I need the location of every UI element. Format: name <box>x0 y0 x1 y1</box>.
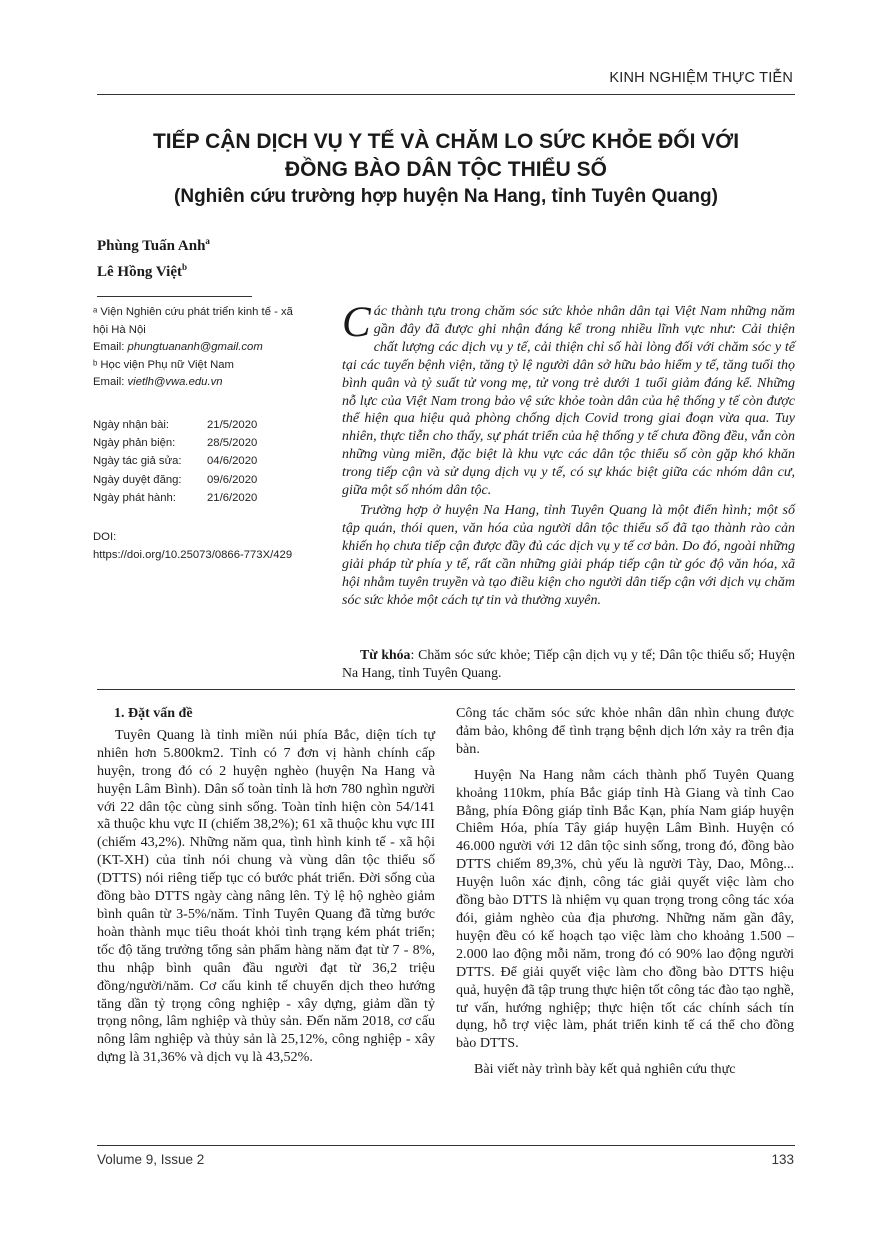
abstract <box>342 299 795 609</box>
date-label: Ngày phản biện: <box>93 437 176 450</box>
date-value: 28/5/2020 <box>207 437 258 450</box>
doi-label: DOI: <box>93 531 117 543</box>
affiliation-b-email-row <box>93 374 293 392</box>
affiliations <box>93 304 293 392</box>
keywords <box>342 646 795 682</box>
affiliation-divider <box>97 296 252 297</box>
body-paragraph: Huyện Na Hang nằm cách thành phố Tuyên Quang khoảng 110km, phía Bắc giáp tỉnh Hà Giang và tỉnh Cao Bằng, phía Đông giáp tỉnh Bắc Kạn, phía Nam giáp huyện Chiêm Hóa, phía Tây giáp huyện Lâm Bình. Huyện có 46.000 người với 12 dân tộc sinh sống, trong đó, đồng bào DTTS chiếm 89,3%, chủ yếu là người Tày, Dao, Mông... Huyện luôn xác định, công tác giải quyết việc làm cho đồng bào DTTS là nhiệm vụ quan trọng trong công tác xóa đói, giảm nghèo của địa phương. Những năm gần đây, huyện đều có kế hoạch tạo việc làm cho khoảng 1.500 – 2.000 lao động mỗi năm, trong đó có 90% lao động người DTTS. Để giải quyết việc làm cho đồng bào DTTS hiệu quả, huyện đã tập trung thực hiện tốt công tác đào tạo nghề, tư vấn, hướng nghiệp; thực hiện tốt các chính sách tín dụng, hỗ trợ việc làm, phát triển kinh tế cá thể cho đồng bào DTTS. <box>456 766 794 1052</box>
date-value: 04/6/2020 <box>207 455 258 468</box>
date-value: 09/6/2020 <box>207 473 258 486</box>
date-row <box>93 416 257 434</box>
article-title <box>97 128 795 184</box>
date-label: Ngày tác giả sửa: <box>93 455 182 468</box>
article-dates <box>93 416 257 507</box>
abstract-paragraph-1 <box>342 299 795 500</box>
date-row <box>93 471 257 489</box>
abstract-text: ác thành tựu trong chăm sóc sức khỏe nhân dân tại Việt Nam những năm gần đây đã được ghi nhận đáng kể trong nhiều lĩnh vực như: Cải thiện chất lượng các dịch vụ y tế, cải thiện chỉ số hài lòng đối với chăm sóc y tế tại các tuyến bệnh viện, tăng tỷ lệ người dân sở hữu bảo hiểm y tế, tăng tuổi thọ bình quân và tỷ suất tử vong mẹ, tử vong trẻ dưới 1 tuổi giảm đáng kể. Những nỗ lực của Việt Nam trong bảo vệ sức khỏe toàn dân của hệ thống y tế còn được thể hiện qua hiệu quả phòng chống dịch Covid trong giai đoạn vừa qua. Tuy nhiên, thực tiễn cho thấy, sự phát triển của hệ thống y tế chưa đồng đều, vẫn còn những vùng miền, đặc biệt là khu vực các dân tộc thiểu số còn gặp khó khăn trong tiếp cận và sử dụng dịch vụ y tế, có sự khác biệt giữa các nhóm dân cư, giữa một số nhóm dân tộc. <box>342 304 795 499</box>
email-label: Email: <box>93 341 128 353</box>
author-2 <box>97 262 187 281</box>
title-line-2: ĐỒNG BÀO DÂN TỘC THIỂU SỐ <box>284 158 607 181</box>
section-divider <box>97 689 795 690</box>
journal-volume: Volume 9, Issue 2 <box>97 1152 205 1167</box>
date-row <box>93 489 257 507</box>
body-paragraph: Công tác chăm sóc sức khỏe nhân dân nhìn chung được đảm bảo, không để tình trạng bệnh dịch lớn xảy ra trên địa bàn. <box>456 705 794 757</box>
date-label: Ngày nhận bài: <box>93 419 169 431</box>
affiliation-a-email-row <box>93 339 293 357</box>
affiliation-b-line1: ᵇ Học viện Phụ nữ Việt Nam <box>93 358 234 371</box>
article-subtitle: (Nghiên cứu trường hợp huyện Na Hang, tỉnh Tuyên Quang) <box>174 186 718 207</box>
body-column-left <box>97 705 435 1067</box>
affiliation-a-line2: hội Hà Nội <box>93 323 146 336</box>
header-divider <box>97 94 795 95</box>
body-paragraph: Bài viết này trình bày kết quả nghiên cứu thực <box>474 1061 736 1078</box>
author-name: Lê Hồng Việt <box>97 264 182 280</box>
keywords-label: Từ khóa <box>360 647 411 662</box>
email-label: Email: <box>93 376 128 388</box>
abstract-paragraph-2: Trường hợp ở huyện Na Hang, tỉnh Tuyên Quang là một điển hình; một số tập quán, thói quen, văn hóa của người dân tộc thiểu số đã tạo thành rào cản khiến họ chưa tiếp cận được đầy đủ các dịch vụ y tế cơ bản. Do đó, ngoài những giải pháp từ phía y tế, rất cần những giải pháp tiếp cận từ góc độ văn hóa, xã hội nhằm tuyên truyền và tạo điều kiện cho người dân tiếp cận với dịch vụ chăm sóc sức khỏe một cách tự tin và thường xuyên. <box>342 502 795 608</box>
date-row <box>93 434 257 452</box>
body-paragraph: Tuyên Quang là tỉnh miền núi phía Bắc, diện tích tự nhiên hơn 5.800km2. Tỉnh có 7 đơn vị hành chính cấp huyện, trong đó có 2 huyện nghèo (huyện Na Hang và huyện Lâm Bình). Dân số toàn tỉnh là hơn 780 nghìn người với 22 dân tộc cùng sinh sống. Toàn tỉnh hiện còn 54/141 xã thuộc khu vực II (chiếm 38,2%); 61 xã thuộc khu vực III (chiếm 43,2%). Những năm qua, tình hình kinh tế - xã hội (KT-XH) của tỉnh nói chung và vùng dân tộc thiểu số (DTTS) nói riêng tiếp tục có bước phát triển. Đời sống của đồng bào DTTS ngày càng nâng lên. Tỷ lệ hộ nghèo giảm bình quân từ 3-5%/năm. Tỉnh Tuyên Quang đã từng bước hoàn thành mục tiêu thoát khỏi tình trạng kém phát triển; tốc độ tăng trưởng tổng sản phẩm hàng năm đạt từ 7 - 8%, thu nhập bình quân đầu người đạt từ 36,2 triệu đồng/người/năm. Cơ cấu kinh tế chuyển dịch theo hướng tăng dần tỷ trọng công nghiệp - xây dựng, giảm dần tỷ trọng nông, lâm nghiệp và thủy sản. Đến năm 2018, cơ cấu nông lâm nghiệp và thủy sản là 25,12%, công nghiệp - xây dựng là 31,36% và dịch vụ là 43,52%. <box>97 726 435 1066</box>
keywords-text: : Chăm sóc sức khỏe; Tiếp cận dịch vụ y tế; Dân tộc thiểu số; Huyện Na Hang, tỉnh Tuyên Quang. <box>342 647 795 680</box>
body-column-right <box>456 705 794 1079</box>
affiliation-a-line1: ᵃ Viện Nghiên cứu phát triển kinh tế - xã <box>93 306 293 318</box>
section-label: KINH NGHIỆM THỰC TIỄN <box>609 70 793 86</box>
doi-block <box>93 528 292 564</box>
email-link-a[interactable]: phungtuananh@gmail.com <box>127 341 263 353</box>
date-label: Ngày phát hành: <box>93 491 176 504</box>
author-name: Phùng Tuấn Anh <box>97 238 206 254</box>
section-heading: 1. Đặt vấn đề <box>114 706 193 721</box>
date-row <box>93 452 257 470</box>
author-sup: a <box>205 236 210 246</box>
drop-cap: C <box>342 299 371 346</box>
author-sup: b <box>182 262 188 272</box>
author-1 <box>97 236 210 255</box>
date-value: 21/6/2020 <box>207 491 258 504</box>
title-line-1: TIẾP CẬN DỊCH VỤ Y TẾ VÀ CHĂM LO SỨC KHỎE ĐỐI VỚI <box>152 130 740 153</box>
date-label: Ngày duyệt đăng: <box>93 473 182 486</box>
doi-link[interactable]: https://doi.org/10.25073/0866-773X/429 <box>93 549 293 561</box>
email-link-b[interactable]: vietlh@vwa.edu.vn <box>127 376 223 388</box>
date-value: 21/5/2020 <box>207 419 258 431</box>
page-number: 133 <box>771 1152 794 1167</box>
footer-divider <box>97 1145 795 1146</box>
